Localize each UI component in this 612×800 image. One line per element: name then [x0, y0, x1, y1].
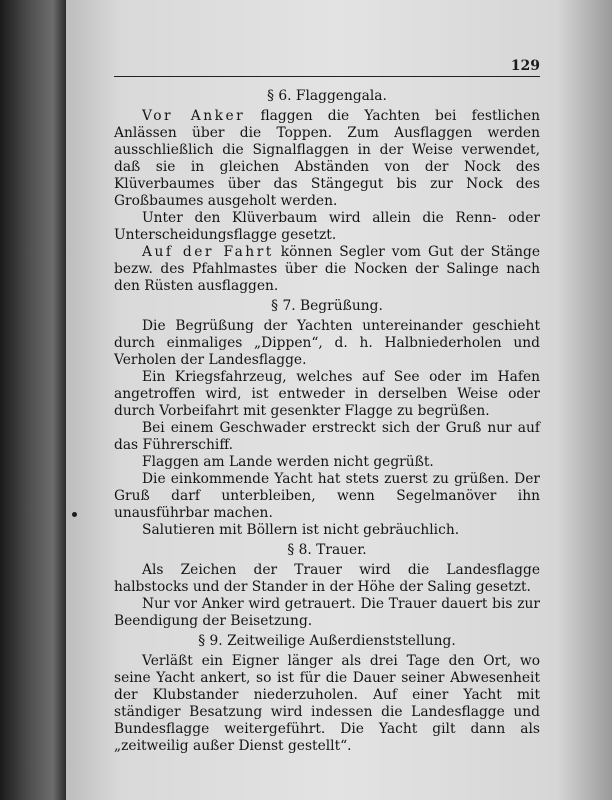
section-trauer	[114, 542, 540, 630]
section-ausserdienststellung	[114, 633, 540, 755]
paragraph: Verläßt ein Eigner länger als drei Tage den Ort, wo seine Yacht ankert, so ist für die Dauer seiner Abwesenheit der Klubstander niederzuholen. Auf einer Yacht mit ständiger Besatzung wird indessen die Landesflagge und Bundesflagge weitergeführt. Die Yacht gilt dann als „zeitweilig außer Dienst gestellt“.	[114, 653, 540, 754]
paragraph: Auf der Fahrt können Segler vom Gut der Stänge bezw. des Pfahlmastes über die Nocken der Salinge nach den Rüsten ausflaggen.	[114, 244, 540, 294]
section-flaggengala	[114, 88, 540, 295]
page-body	[114, 88, 540, 755]
paragraph: Unter den Klüverbaum wird allein die Renn- oder Unterscheidungsflagge gesetzt.	[114, 210, 540, 243]
paragraph: Vor Anker flaggen die Yachten bei festlichen Anlässen über die Toppen. Zum Ausflaggen werden ausschließlich die Signalflaggen in der Weise verwendet, daß sie in gleichen Abständen von der Nock des Klüverbaumes über das Stängegut bis zur Nock des Großbaumes ausgeholt werden.	[114, 108, 540, 209]
paragraph: Die Begrüßung der Yachten untereinander geschieht durch einmaliges „Dippen“, d. h. Halbniederholen und Verholen der Landesflagge.	[114, 318, 540, 368]
page-number: 129	[510, 58, 540, 74]
book-page	[66, 0, 612, 800]
paragraph: Flaggen am Lande werden nicht gegrüßt.	[142, 454, 434, 470]
section-heading: § 9. Zeitweilige Außerdienststellung.	[198, 633, 456, 649]
spaced-lead: Auf der Fahrt	[142, 244, 274, 260]
paragraph: Die einkommende Yacht hat stets zuerst zu grüßen. Der Gruß darf unterbleiben, wenn Segelmanöver ihn unausführbar machen.	[114, 471, 540, 521]
paragraph: Nur vor Anker wird getrauert. Die Trauer dauert bis zur Beendigung der Beisetzung.	[114, 596, 540, 629]
paragraph: Salutieren mit Böllern ist nicht gebräuchlich.	[142, 522, 460, 538]
section-heading: § 7. Begrüßung.	[271, 298, 383, 314]
paragraph: Bei einem Geschwader erstreckt sich der Gruß nur auf das Führerschiff.	[114, 420, 540, 453]
paragraph: Als Zeichen der Trauer wird die Landesflagge halbstocks und der Stander in der Höhe der Saling gesetzt.	[114, 562, 540, 595]
binding-hole-mark	[72, 512, 77, 517]
section-heading: § 6. Flaggengala.	[267, 88, 387, 104]
facing-page-edge	[0, 0, 66, 800]
section-begruessung	[114, 298, 540, 539]
running-header	[114, 60, 540, 77]
spaced-lead: Vor Anker	[142, 108, 246, 124]
paragraph: Ein Kriegsfahrzeug, welches auf See oder im Hafen angetroffen wird, ist entweder in derselben Weise oder durch Vorbeifahrt mit gesenkter Flagge zu begrüßen.	[114, 369, 540, 419]
section-heading: § 8. Trauer.	[287, 542, 367, 558]
